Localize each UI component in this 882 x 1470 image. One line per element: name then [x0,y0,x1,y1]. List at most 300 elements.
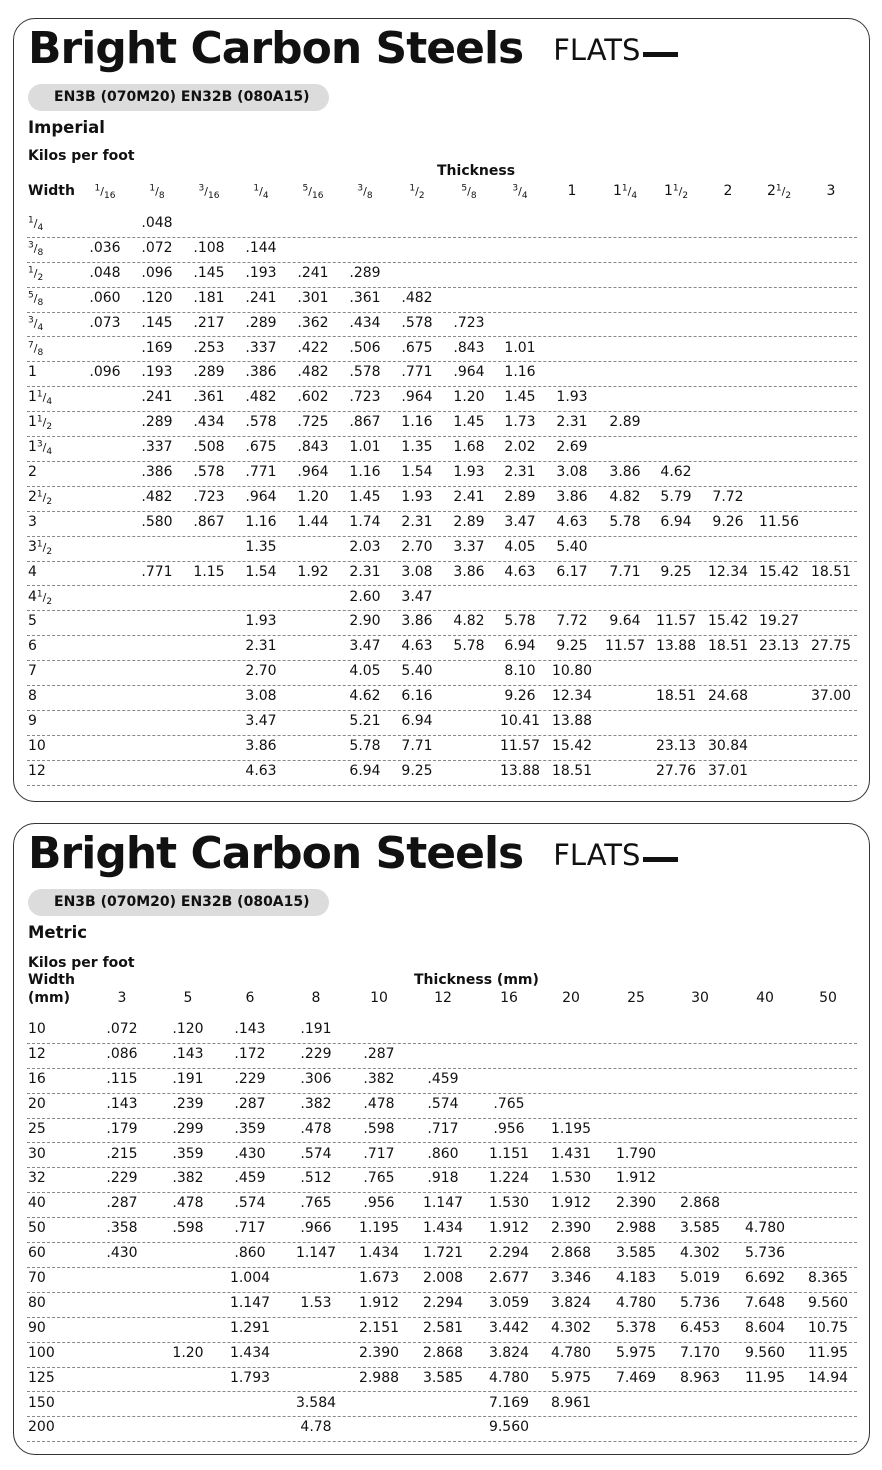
weight-cell: .193 [141,364,173,381]
weight-cell: 18.51 [810,563,852,580]
width-cell: 12 [28,762,46,779]
weight-cell: .287 [363,1045,395,1062]
thickness-col-header: 3 [117,990,127,1006]
weight-cell: .048 [141,215,173,231]
weight-cell: .765 [363,1170,395,1187]
weight-cell: 1.93 [245,613,277,630]
weight-cell: 1.92 [297,563,329,580]
weight-cell: 3.585 [615,1245,657,1262]
weight-cell: 2.90 [349,613,381,630]
section-heading: Metric [28,923,88,942]
table-row [27,287,857,313]
thickness-col-header: 25 [627,990,645,1006]
weight-cell: 2.41 [453,488,485,505]
width-cell: $^3/_8$ [28,240,44,259]
weight-cell: 2.988 [615,1220,657,1237]
width-cell: 16 [28,1070,46,1087]
table-row [27,1267,857,1293]
weight-cell: 4.780 [488,1369,530,1386]
weight-cell: 5.019 [679,1270,721,1286]
weight-cell: 1.93 [453,464,485,480]
metric-flats-panel [13,823,870,1455]
weight-cell: .598 [363,1120,395,1137]
table-row [27,511,857,537]
weight-cell: .287 [106,1195,138,1212]
width-cell: 200 [28,1419,55,1436]
thickness-col-header: 6 [245,990,255,1006]
table-row [27,436,857,462]
table-row [27,1093,857,1119]
weight-cell: 13.88 [499,762,541,779]
weight-cell: 1.16 [401,414,433,431]
weight-cell: .289 [141,414,173,431]
width-unit-label: (mm) [28,990,70,1006]
weight-cell: 1.15 [193,563,225,580]
weight-cell: 7.469 [615,1369,657,1386]
weight-cell: 1.912 [550,1195,592,1212]
weight-cell: 1.793 [229,1369,271,1386]
table-row [27,760,857,786]
table-row [27,610,857,636]
weight-cell: 9.26 [712,513,744,530]
thickness-col-header: 16 [500,990,518,1006]
weight-cell: 18.51 [707,638,749,655]
weight-cell: 4.62 [660,464,692,480]
weight-cell: .482 [297,364,329,381]
thickness-col-header: $^1/_4$ [253,183,269,202]
width-cell: 10 [28,737,46,754]
weight-cell: 3.47 [349,638,381,655]
weight-cell: 3.47 [245,713,277,729]
weight-cell: 15.42 [758,563,800,580]
width-cell: 150 [28,1394,55,1411]
weight-cell: 4.63 [556,513,588,530]
weight-cell: 3.08 [401,563,433,580]
weight-cell: .143 [234,1021,266,1037]
title-dash [643,52,678,57]
weight-cell: .771 [245,464,277,480]
width-cell: 125 [28,1369,55,1386]
table-row [27,561,857,587]
table-row [27,586,857,612]
weight-cell: 5.21 [349,713,381,729]
weight-cell: .430 [106,1245,138,1262]
weight-cell: 8.963 [679,1369,721,1386]
weight-cell: 5.736 [744,1245,786,1262]
weight-cell: .723 [453,314,485,331]
weight-cell: .358 [106,1220,138,1237]
weight-cell: 3.86 [556,488,588,505]
weight-cell: 2.868 [422,1344,464,1361]
width-cell: 25 [28,1120,46,1137]
weight-cell: .602 [297,389,329,406]
weight-cell: .362 [297,314,329,331]
weight-cell: .191 [300,1021,332,1037]
weight-cell: 6.17 [556,563,588,580]
weight-cell: 24.68 [707,688,749,705]
weight-cell: .191 [172,1070,204,1087]
weight-cell: .482 [401,289,433,306]
weight-cell: 5.40 [556,538,588,555]
weight-cell: 5.78 [609,513,641,530]
weight-cell: 1.93 [556,389,588,406]
width-cell: 20 [28,1095,46,1112]
weight-cell: .506 [349,339,381,356]
weight-cell: 6.94 [401,713,433,729]
thickness-col-header: $^5/_8$ [461,183,477,202]
weight-cell: .215 [106,1145,138,1162]
weight-cell: 15.42 [551,737,593,754]
weight-cell: 5.378 [615,1319,657,1336]
weight-cell: .771 [401,364,433,381]
weight-cell: 3.86 [245,737,277,754]
width-cell: $1^3/_4$ [28,439,53,458]
table-row [27,1392,857,1418]
weight-cell: 3.585 [422,1369,464,1386]
table-row [27,710,857,736]
grade-badge: EN3B (070M20) EN32B (080A15) [28,84,329,111]
weight-cell: 1.147 [229,1294,271,1311]
width-cell: $^1/_2$ [28,265,44,283]
weight-cell: 11.57 [499,737,541,754]
weight-cell: 8.365 [807,1270,849,1286]
weight-cell: .337 [245,339,277,356]
weight-cell: 9.25 [401,762,433,779]
weight-cell: .574 [234,1195,266,1212]
weight-cell: 8.604 [744,1319,786,1336]
weight-cell: .765 [493,1095,525,1112]
weight-cell: 9.64 [609,613,641,630]
weight-cell: 11.56 [758,513,800,530]
weight-cell: 2.02 [504,439,536,456]
weight-cell: 1.912 [615,1170,657,1187]
weight-cell: 1.74 [349,513,381,530]
weight-cell: 2.31 [556,414,588,431]
weight-cell: 2.89 [504,488,536,505]
thickness-col-header: 40 [756,990,774,1006]
weight-cell: 1.434 [229,1344,271,1361]
weight-cell: 6.94 [660,513,692,530]
weight-cell: .287 [234,1095,266,1112]
weight-cell: 9.560 [807,1294,849,1311]
weight-cell: .217 [193,314,225,331]
weight-cell: 2.390 [615,1195,657,1212]
width-cell: $2^1/_2$ [28,488,53,508]
width-cell: 70 [28,1270,46,1286]
weight-cell: 3.824 [550,1294,592,1311]
thickness-col-header: 5 [183,990,193,1006]
width-cell: $3^1/_2$ [28,538,53,557]
weight-cell: .966 [300,1220,332,1237]
weight-cell: 37.00 [810,688,852,705]
weight-cell: 2.03 [349,538,381,555]
weight-cell: 5.975 [615,1344,657,1361]
weight-cell: .843 [453,339,485,356]
weight-cell: .073 [89,314,121,331]
imperial-flats-panel [13,18,870,802]
weight-cell: .580 [141,513,173,530]
title-suffix: FLATS [553,33,641,67]
weight-cell: 1.45 [349,488,381,505]
weight-cell: .108 [193,239,225,256]
weight-cell: .239 [172,1095,204,1112]
weight-cell: 2.868 [550,1245,592,1262]
weight-cell: .115 [106,1070,138,1087]
weight-cell: .867 [193,513,225,530]
weight-cell: .482 [141,488,173,505]
weight-cell: 2.89 [453,513,485,530]
title-text: Bright Carbon Steels [28,828,524,879]
weight-cell: 2.31 [349,563,381,580]
weight-cell: .120 [141,289,173,306]
weight-cell: 4.82 [453,613,485,630]
width-cell: 10 [28,1021,46,1037]
width-cell: 30 [28,1145,46,1162]
weight-cell: .241 [297,264,329,281]
weight-cell: 1.20 [453,389,485,406]
weight-cell: 4.05 [349,663,381,680]
weight-cell: .241 [141,389,173,406]
weight-cell: .382 [172,1170,204,1187]
weight-cell: .956 [363,1195,395,1212]
weight-cell: .675 [401,339,433,356]
weight-cell: 3.584 [295,1394,337,1411]
weight-cell: .512 [300,1170,332,1187]
weight-cell: 3.442 [488,1319,530,1336]
weight-cell: .179 [106,1120,138,1137]
table-row [27,1242,857,1268]
weight-cell: 11.57 [604,638,646,655]
width-cell: $^5/_8$ [28,290,44,308]
weight-cell: .434 [349,314,381,331]
weight-cell: .578 [245,414,277,431]
weight-cell: 19.27 [758,613,800,630]
weight-cell: 18.51 [551,762,593,779]
weight-cell: .048 [89,264,121,281]
weight-cell: 2.988 [358,1369,400,1386]
weight-cell: 12.34 [707,563,749,580]
weight-cell: 13.88 [551,713,593,729]
table-row [27,536,857,562]
width-cell: $^3/_4$ [28,314,44,333]
weight-cell: 9.560 [744,1344,786,1361]
weight-cell: 6.94 [504,638,536,655]
width-cell: 90 [28,1319,46,1336]
weight-cell: .964 [401,389,433,406]
weight-cell: .145 [193,264,225,281]
weight-cell: .574 [427,1095,459,1112]
weight-cell: .723 [193,488,225,505]
weight-cell: .337 [141,439,173,456]
weight-cell: 1.721 [422,1245,464,1262]
thickness-col-header: 3 [826,183,836,199]
weight-cell: 10.75 [807,1319,849,1336]
weight-cell: .422 [297,339,329,356]
weight-cell: .918 [427,1170,459,1187]
width-cell: 32 [28,1170,46,1187]
weight-cell: .723 [349,389,381,406]
weight-cell: 2.581 [422,1319,464,1336]
weight-cell: .478 [172,1195,204,1212]
weight-cell: 1.53 [300,1294,332,1311]
weight-cell: 2.31 [401,513,433,530]
width-label: Width [28,183,75,199]
weight-cell: 23.13 [655,737,697,754]
weight-cell: .434 [193,414,225,431]
weight-cell: .956 [493,1120,525,1137]
width-cell: $1^1/_4$ [28,389,53,408]
table-row [27,312,857,338]
weight-cell: .144 [245,239,277,256]
weight-cell: 5.78 [453,638,485,655]
weight-cell: 1.68 [453,439,485,456]
weight-cell: .359 [234,1120,266,1137]
weight-cell: 3.346 [550,1270,592,1286]
table-row [27,1292,857,1318]
weight-cell: 2.89 [609,414,641,431]
weight-cell: .867 [349,414,381,431]
weight-cell: 7.72 [712,488,744,505]
table-row [27,1068,857,1094]
weight-cell: .361 [193,389,225,406]
weight-cell: 8.10 [504,663,536,680]
table-row [27,1217,857,1243]
weight-cell: 4.63 [401,638,433,655]
weight-cell: 7.72 [556,613,588,630]
weight-cell: 1.147 [422,1195,464,1212]
weight-cell: 1.16 [504,364,536,381]
weight-cell: 3.37 [453,538,485,555]
weight-cell: 27.76 [655,762,697,779]
table-row [27,1143,857,1169]
thickness-col-header: $1^1/_2$ [663,183,689,202]
weight-cell: 1.530 [488,1195,530,1212]
weight-cell: .482 [245,389,277,406]
weight-cell: .143 [106,1095,138,1112]
weight-cell: 3.86 [609,464,641,480]
weight-cell: 2.008 [422,1270,464,1286]
weight-cell: .430 [234,1145,266,1162]
weight-cell: 7.170 [679,1344,721,1361]
thickness-col-header: 1 [567,183,577,199]
weight-cell: 3.86 [453,563,485,580]
weight-cell: .072 [106,1021,138,1037]
section-heading: Imperial [28,118,105,137]
weight-cell: 1.35 [401,439,433,456]
weight-cell: 13.88 [655,638,697,655]
weight-cell: 1.16 [245,513,277,530]
weight-cell: .964 [297,464,329,480]
weight-cell: .072 [141,239,173,256]
width-cell: 100 [28,1344,55,1361]
weight-cell: 1.291 [229,1319,271,1336]
weight-cell: 6.692 [744,1270,786,1286]
weight-cell: 8.961 [550,1394,592,1411]
weight-cell: 6.16 [401,688,433,705]
width-cell: 9 [28,713,37,729]
unit-label: Kilos per foot [28,148,135,164]
width-cell: 7 [28,663,37,680]
weight-cell: .253 [193,339,225,356]
weight-cell: 1.44 [297,513,329,530]
weight-cell: 3.86 [401,613,433,630]
weight-cell: 10.41 [499,713,541,729]
weight-cell: 1.20 [172,1344,204,1361]
weight-cell: 11.95 [744,1369,786,1386]
grade-badge: EN3B (070M20) EN32B (080A15) [28,889,329,916]
table-row [27,212,857,238]
weight-cell: 5.78 [504,613,536,630]
weight-cell: .060 [89,289,121,306]
thickness-col-header: 20 [562,990,580,1006]
weight-cell: .181 [193,289,225,306]
weight-cell: .578 [401,314,433,331]
table-row [27,1367,857,1393]
table-row [27,1192,857,1218]
title-dash [643,857,678,862]
weight-cell: 1.20 [297,488,329,505]
weight-cell: .771 [141,563,173,580]
weight-cell: .478 [363,1095,395,1112]
weight-cell: .382 [300,1095,332,1112]
weight-cell: .508 [193,439,225,456]
table-row [27,685,857,711]
thickness-col-header: 12 [434,990,452,1006]
weight-cell: .598 [172,1220,204,1237]
weight-cell: .578 [193,464,225,480]
weight-cell: .459 [234,1170,266,1187]
page-title [28,23,640,74]
weight-cell: .459 [427,1070,459,1087]
weight-cell: 1.35 [245,538,277,555]
page-title [28,828,640,879]
weight-cell: 4.302 [550,1319,592,1336]
weight-cell: 15.42 [707,613,749,630]
weight-cell: .860 [234,1245,266,1262]
title-text: Bright Carbon Steels [28,23,524,74]
weight-cell: .574 [300,1145,332,1162]
table-row [27,735,857,761]
weight-cell: .229 [300,1045,332,1062]
weight-cell: 1.73 [504,414,536,431]
weight-cell: .172 [234,1045,266,1062]
weight-cell: 4.780 [615,1294,657,1311]
table-row [27,1167,857,1193]
weight-cell: .964 [245,488,277,505]
weight-cell: 18.51 [655,688,697,705]
weight-cell: 2.151 [358,1319,400,1336]
thickness-col-header: $^3/_4$ [512,183,528,202]
weight-cell: 5.736 [679,1294,721,1311]
thickness-label: Thickness (mm) [414,972,539,988]
table-row [27,1043,857,1069]
weight-cell: 3.08 [556,464,588,480]
weight-cell: .964 [453,364,485,381]
weight-cell: .096 [89,364,121,381]
weight-cell: 9.560 [488,1419,530,1436]
weight-cell: .306 [300,1070,332,1087]
width-cell: 60 [28,1245,46,1262]
weight-cell: 2.868 [679,1195,721,1212]
weight-cell: 2.31 [245,638,277,655]
weight-cell: .765 [300,1195,332,1212]
weight-cell: .289 [245,314,277,331]
weight-cell: .301 [297,289,329,306]
weight-cell: 7.71 [401,737,433,754]
table-row [27,461,857,487]
weight-cell: 1.01 [504,339,536,356]
weight-cell: 37.01 [707,762,749,779]
